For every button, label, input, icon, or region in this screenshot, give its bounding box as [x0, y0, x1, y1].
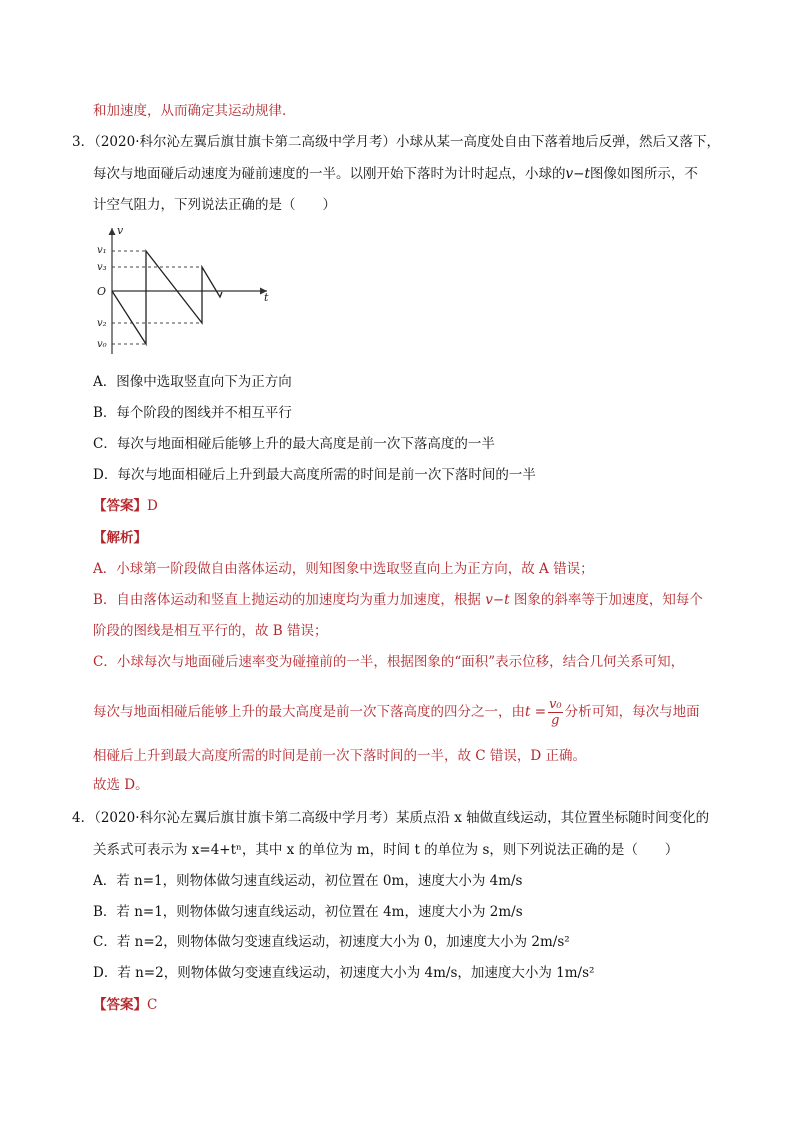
question-3-stem — [72, 132, 720, 152]
q3-option-a: A．图像中选取竖直向下为正方向 — [93, 374, 292, 390]
vt-symbol: v−t — [565, 166, 590, 182]
analysis-conclusion: 故选 D。 — [93, 777, 149, 793]
v-axis-label: v — [117, 224, 124, 237]
fraction — [548, 697, 563, 728]
v0-label: v₀ — [97, 339, 107, 350]
analysis-c-line3: 相碰后上升到最大高度所需的时间是前一次下落时间的一半，故 C 错误，D 正确。 — [93, 748, 587, 764]
analysis-b-line2: 阶段的图线是相互平行的，故 B 错误； — [93, 623, 328, 639]
q4-answer — [93, 995, 157, 1015]
answer-label: 【答案】 — [93, 997, 147, 1013]
t-axis-label: t — [264, 291, 269, 304]
question-3-line2: 每次与地面碰后动速度为碰前速度的一半。以刚开始下落时为计时起点，小球的v−t图像如图所示，不 — [93, 166, 698, 182]
q3-option-c: C．每次与地面相碰后能够上升的最大高度是前一次下落高度的一半 — [93, 436, 495, 452]
question-4-line1: （2020·科尔沁左翼后旗甘旗卡第二高级中学月考）某质点沿 x 轴做直线运动，其位置坐标随时间变化的 — [94, 810, 710, 826]
vt-symbol: v−t — [485, 592, 510, 608]
formula-t: t = — [525, 704, 547, 720]
q3-option-b: B．每个阶段的图线并不相互平行 — [93, 405, 292, 421]
v2-label: v₂ — [97, 318, 107, 329]
origin-label: O — [97, 285, 107, 298]
fraction-numerator: v₀ — [549, 697, 562, 712]
v3-label: v₃ — [97, 262, 107, 273]
q3-option-d: D．每次与地面相碰后上升到最大高度所需的时间是前一次下落时间的一半 — [93, 467, 536, 483]
question-number: 3． — [72, 134, 95, 150]
question-4-line2: 关系式可表示为 x=4+tⁿ，其中 x 的单位为 m，时间 t 的单位为 s，则下列说法正确的是（ ） — [93, 842, 679, 858]
q4-option-c: C．若 n=2，则物体做匀变速直线运动，初速度大小为 0，加速度大小为 2m/s² — [93, 934, 570, 950]
answer-value: D — [147, 498, 158, 514]
q4-option-d: D．若 n=2，则物体做匀变速直线运动，初速度大小为 4m/s，加速度大小为 1m/s² — [93, 965, 595, 981]
fraction-denominator: g — [551, 713, 560, 728]
q4-option-a: A．若 n=1，则物体做匀速直线运动，初位置在 0m，速度大小为 4m/s — [93, 873, 523, 889]
intro-text: 和加速度，从而确定其运动规律． — [93, 103, 296, 119]
analysis-c-line1: C．小球每次与地面碰后速率变为碰撞前的一半，根据图象的“面积”表示位移，结合几何关系可知， — [93, 654, 685, 670]
question-4-stem — [72, 808, 709, 828]
velocity-line — [112, 251, 222, 344]
question-number: 4． — [72, 810, 95, 826]
analysis-b-line1: B．自由落体运动和竖直上抛运动的加速度均为重力加速度，根据 v−t 图象的斜率等于加速度，知每个 — [93, 592, 703, 608]
vt-graph — [92, 222, 282, 362]
v1-label: v₁ — [97, 245, 107, 256]
analysis-c-line2: 每次与地面相碰后能够上升的最大高度是前一次下落高度的四分之一，由t = $\frac{\text{v₀}}{g}$ 分析可知，每次与地面 — [93, 697, 700, 728]
question-3-line3: 计空气阻力，下列说法正确的是（ ） — [93, 197, 336, 213]
answer-value: C — [147, 997, 158, 1013]
question-3-line1: （2020·科尔沁左翼后旗甘旗卡第二高级中学月考）小球从某一高度处自由下落着地后反弹，然后又落下， — [94, 134, 720, 150]
answer-label: 【答案】 — [93, 498, 147, 514]
q3-analysis-label: 【解析】 — [93, 530, 147, 546]
q4-option-b: B．若 n=1，则物体做匀速直线运动，初位置在 4m，速度大小为 2m/s — [93, 904, 523, 920]
analysis-a: A．小球第一阶段做自由落体运动，则知图象中选取竖直向上为正方向，故 A 错误； — [93, 561, 594, 577]
q3-answer — [93, 496, 158, 516]
